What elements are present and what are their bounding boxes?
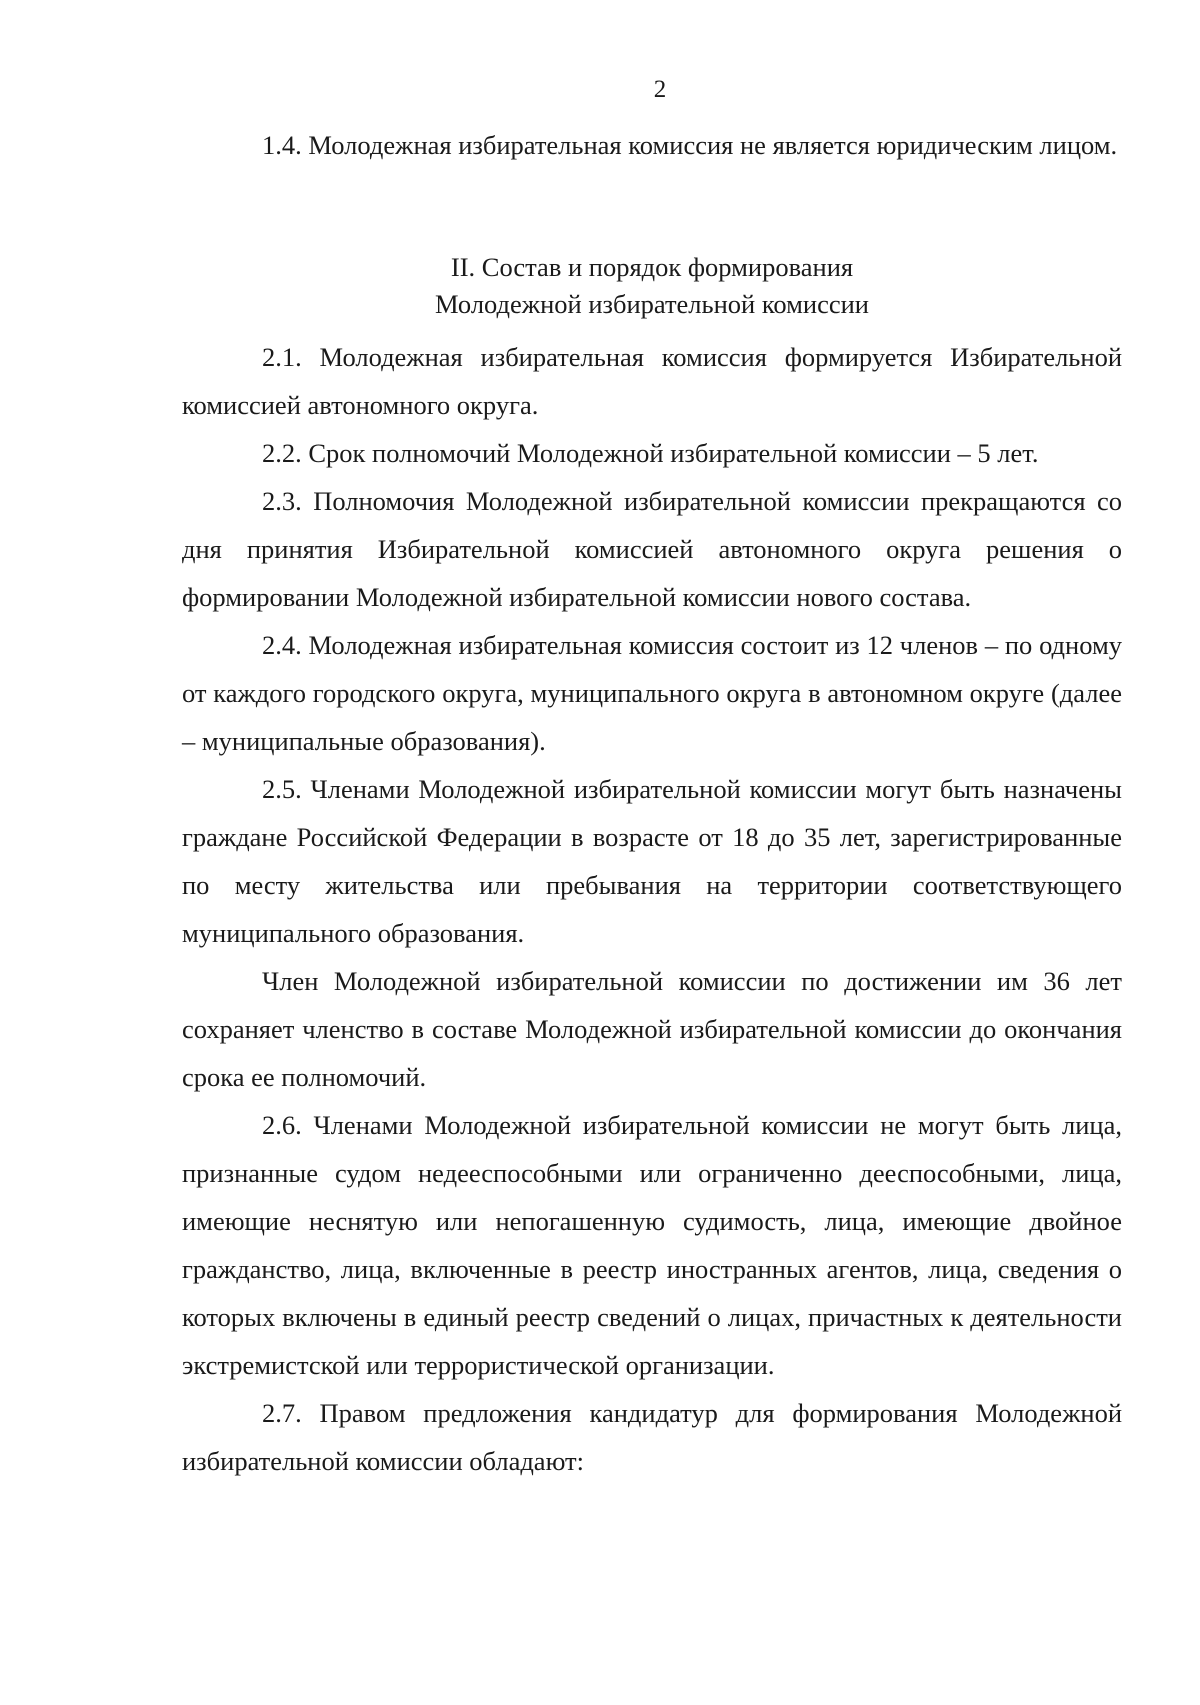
paragraph-2-5-continued: Член Молодежной избирательной комиссии по достижении им 36 лет сохраняет членство в составе Молодежной избирательной комиссии до окончания срока ее полномочий. xyxy=(182,966,1122,1092)
paragraph-2-3: 2.3. Полномочия Молодежной избирательной комиссии прекращаются со дня принятия Избирательной комиссией автономного округа решения о формировании Молодежной избирательной комиссии нового состава. xyxy=(182,486,1122,612)
paragraph-2-1: 2.1. Молодежная избирательная комиссия формируется Избирательной комиссией автономного округа. xyxy=(182,342,1122,420)
section-2-body xyxy=(182,333,1122,1485)
paragraph-2-2: 2.2. Срок полномочий Молодежной избирательной комиссии – 5 лет. xyxy=(262,438,1039,468)
section-2-heading-line-1: II. Состав и порядок формирования xyxy=(450,252,854,282)
paragraph-2-6: 2.6. Членами Молодежной избирательной комиссии не могут быть лица, признанные судом недееспособными или ограниченно дееспособными, лица, имеющие неснятую или непогашенную судимость, лица, имеющие двойное гражданство, лица, включенные в реестр иностранных агентов, лица, сведения о которых включены в единый реестр сведений о лицах, причастных к деятельности экстремистской или террористической организации. xyxy=(182,1110,1122,1380)
paragraph-2-7: 2.7. Правом предложения кандидатур для формирования Молодежной избирательной комиссии обладают: xyxy=(182,1398,1122,1476)
page-number: 2 xyxy=(653,76,667,103)
section-2-heading-line-2: Молодежной избирательной комиссии xyxy=(435,289,869,319)
paragraph-2-5: 2.5. Членами Молодежной избирательной комиссии могут быть назначены граждане Российской Федерации в возрасте от 18 до 35 лет, зарегистрированные по месту жительства или пребывания на территории соответствующего муниципального образования. xyxy=(182,774,1122,948)
paragraph-1-4: 1.4. Молодежная избирательная комиссия не является юридическим лицом. xyxy=(262,130,1118,160)
section-1-body xyxy=(182,121,1122,169)
paragraph-2-4: 2.4. Молодежная избирательная комиссия состоит из 12 членов – по одному от каждого городского округа, муниципального округа в автономном округе (далее – муниципальные образования). xyxy=(182,630,1122,756)
section-2-heading xyxy=(182,249,1122,323)
